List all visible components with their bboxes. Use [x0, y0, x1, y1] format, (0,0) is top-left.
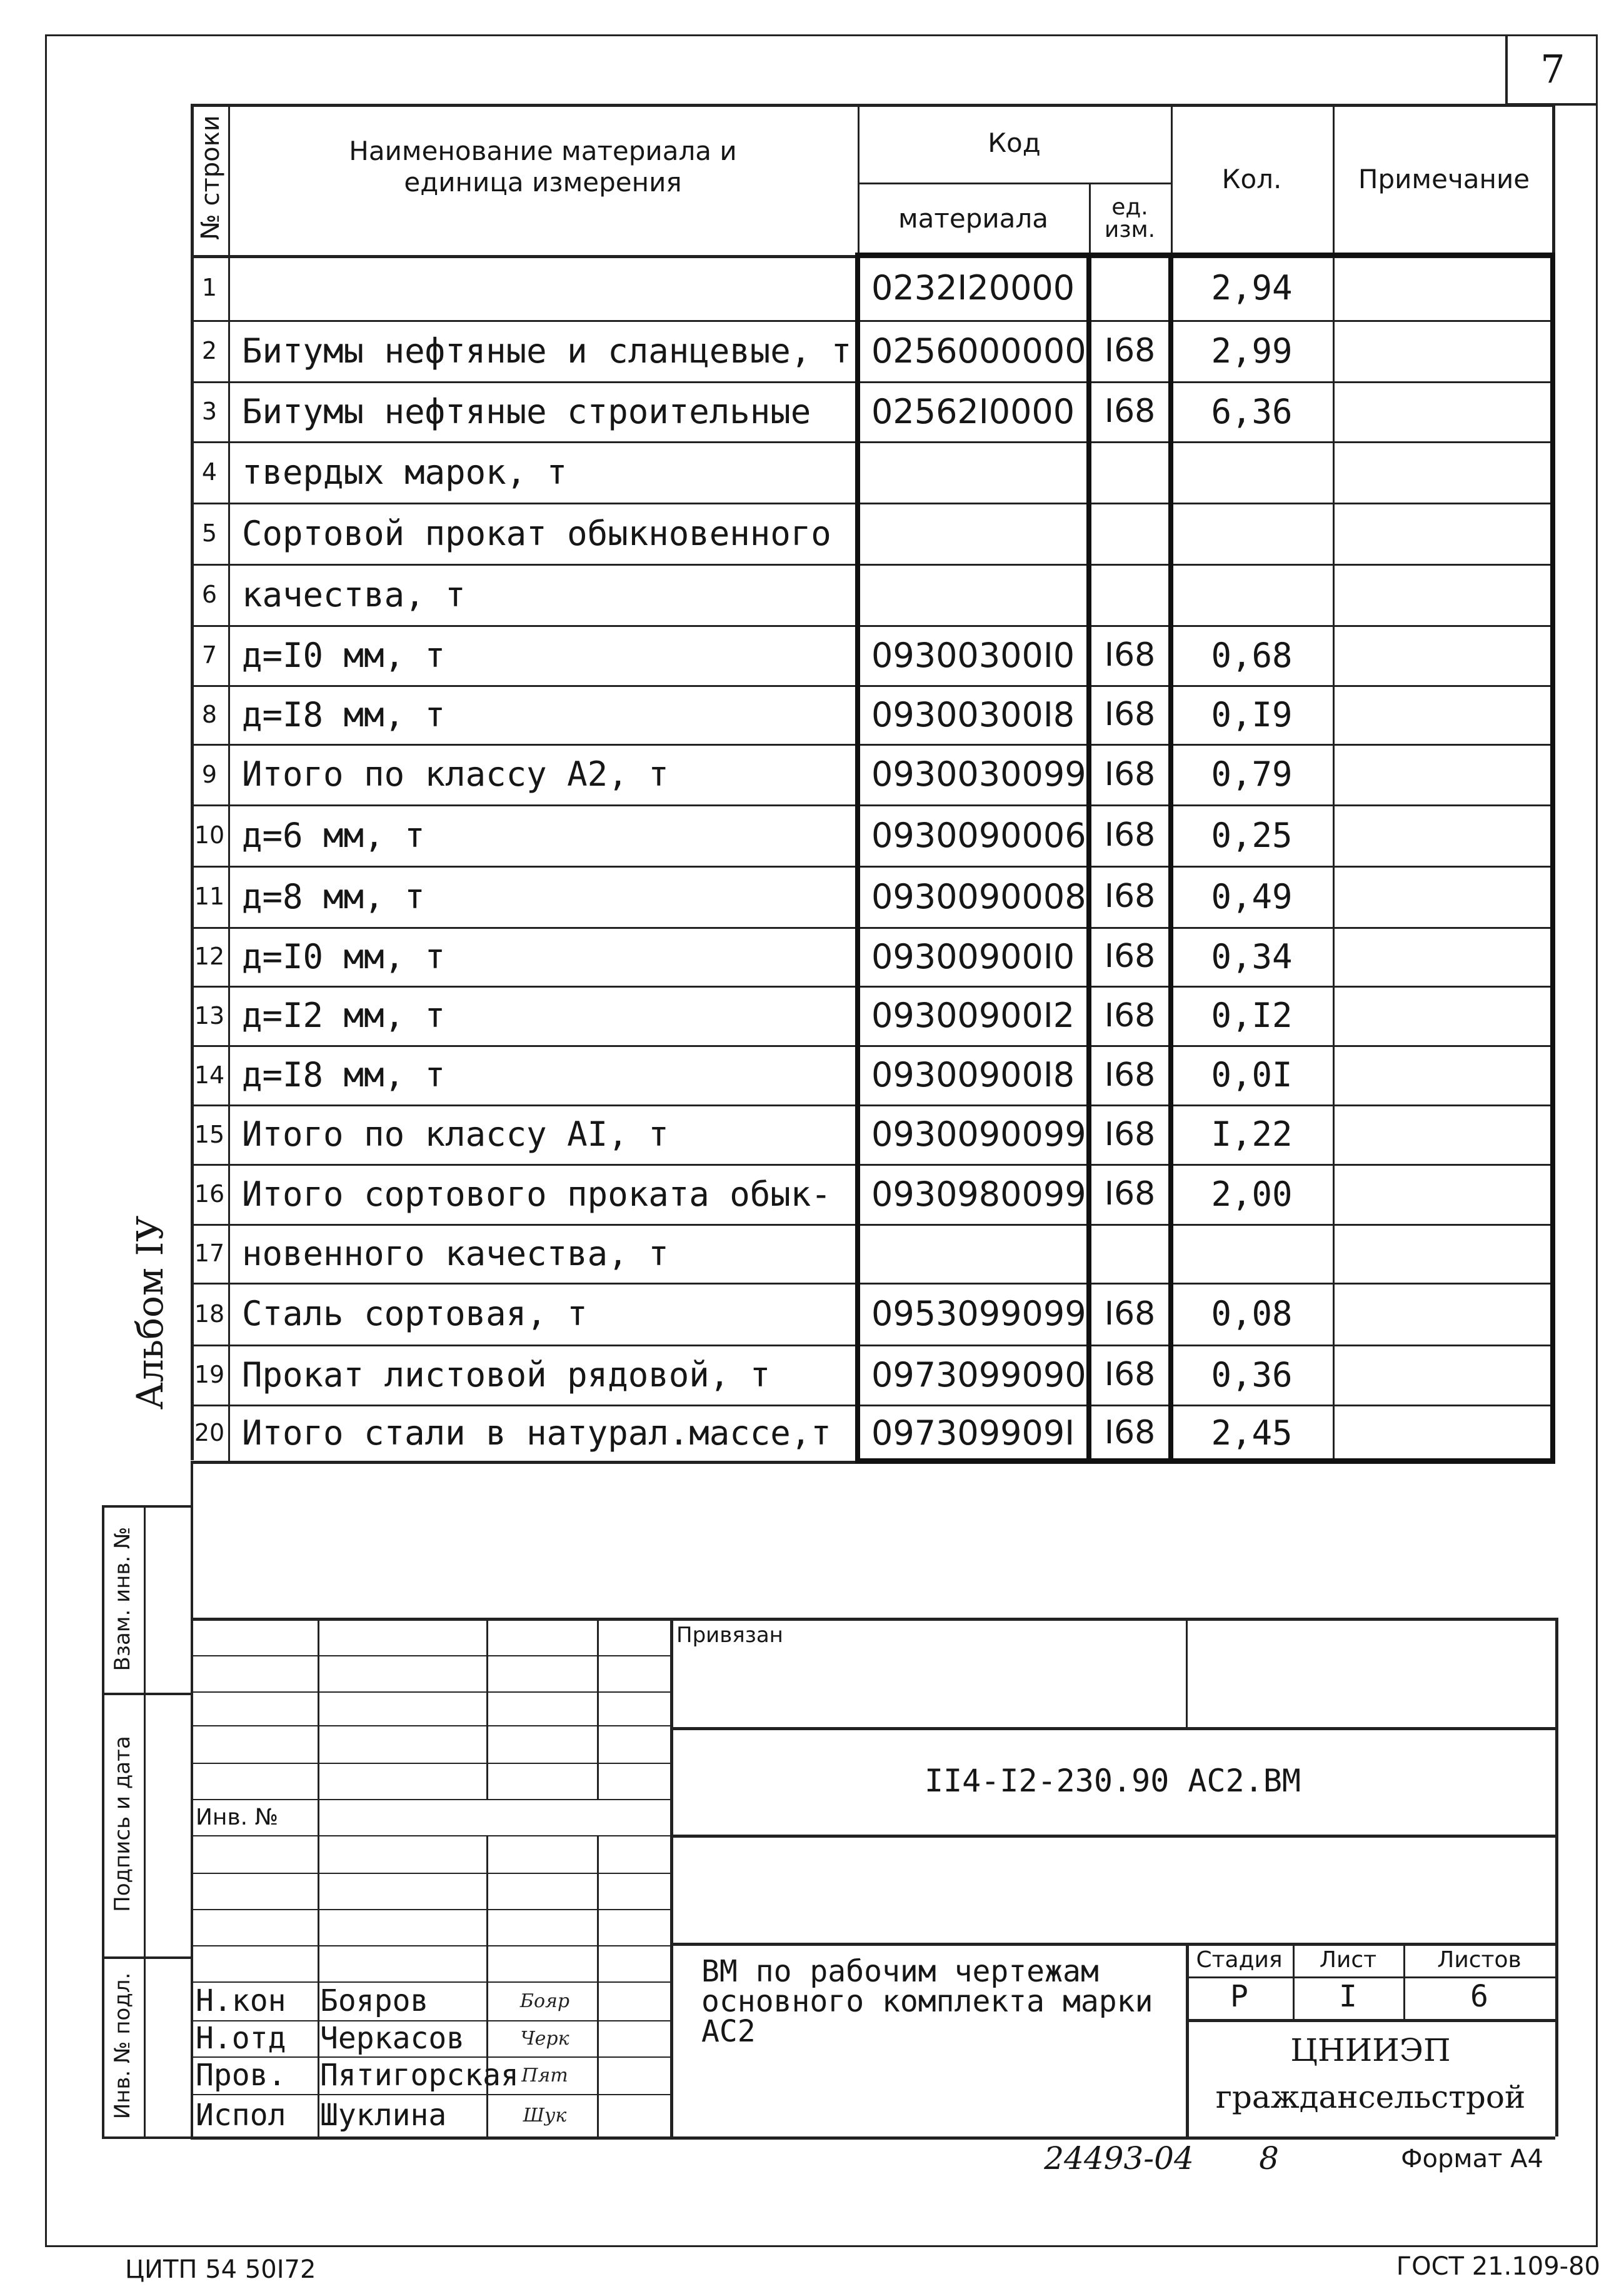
footer-gost: ГОСТ 21.109-80	[1396, 2252, 1600, 2281]
quantity: 2,45	[1211, 1413, 1293, 1453]
material-name: Сортовой прокат обыкновенного	[242, 513, 831, 553]
quantity: 2,00	[1211, 1174, 1293, 1214]
material-name: новенного качества, т	[242, 1233, 669, 1273]
material-code: 0930090008	[871, 876, 1086, 916]
unit-code: I68	[1104, 996, 1156, 1034]
data-outline	[855, 253, 1555, 1463]
material-code: 0930090099	[871, 1114, 1086, 1154]
row-number: 20	[194, 1419, 225, 1446]
material-name: твердых марок, т	[242, 452, 568, 492]
grid-line	[1555, 1618, 1558, 2136]
quantity: 0,79	[1211, 754, 1293, 794]
row-number: 9	[201, 760, 218, 788]
grid-line	[670, 1618, 673, 2136]
unit-code: I68	[1104, 1414, 1156, 1451]
signer-name: Пятигорская	[320, 2058, 519, 2093]
quantity: 0,36	[1211, 1355, 1293, 1395]
signature: Шук	[523, 2104, 567, 2126]
grid-line	[102, 1693, 191, 1695]
row-number: 10	[194, 821, 225, 849]
row-number: 5	[201, 519, 218, 547]
material-name: Итого по классу АI, т	[242, 1114, 669, 1154]
material-code: 09300900I2	[871, 996, 1075, 1035]
row-number: 1	[201, 274, 218, 301]
unit-code: I68	[1104, 1175, 1156, 1213]
sheet-value: I	[1339, 1979, 1357, 2014]
material-code: 09300300I0	[871, 635, 1075, 675]
unit-code: I68	[1104, 1056, 1156, 1094]
signer-name: Бояров	[320, 1983, 429, 2018]
data-outline-inner	[1086, 253, 1173, 1463]
material-name: д=I8 мм, т	[242, 694, 446, 734]
header-code-unit: ед. изм.	[1104, 194, 1156, 243]
unit-code: I68	[1104, 1115, 1156, 1153]
material-name: Битумы нефтяные и сланцевые, т	[242, 331, 852, 371]
material-name	[228, 255, 858, 320]
footer-left-code: ЦИТП 54 50I72	[125, 2255, 316, 2284]
grid-line	[670, 1835, 1555, 1838]
row-number: 3	[201, 398, 218, 425]
quantity: 0,49	[1211, 876, 1293, 916]
inv-no-label: Инв. №	[196, 1804, 279, 1830]
document-description: ВМ по рабочим чертежам основного комплекта марки АС2	[701, 1954, 1153, 2049]
material-code: 0973099090	[871, 1355, 1086, 1395]
page-number: 7	[1505, 34, 1598, 106]
privyazan-label: Привязан	[676, 1623, 783, 1648]
material-code: 0930030099	[871, 754, 1086, 794]
quantity: 0,25	[1211, 815, 1293, 855]
header-row-no: № строки	[196, 115, 225, 240]
header-name: Наименование материала и единица измерения	[349, 135, 737, 198]
unit-code: I68	[1104, 878, 1156, 915]
material-name: Итого стали в натурал.массе,т	[242, 1413, 831, 1453]
row-number: 19	[194, 1361, 225, 1388]
header-note: Примечание	[1358, 163, 1530, 194]
quantity: 2,99	[1211, 331, 1293, 371]
quantity: I,22	[1211, 1114, 1293, 1154]
grid-line	[318, 1618, 319, 2136]
material-name: Прокат листовой рядовой, т	[242, 1355, 771, 1395]
header-code-material: материала	[898, 203, 1048, 234]
material-code: 097309909I	[871, 1413, 1075, 1453]
material-code: 02562I0000	[871, 391, 1075, 431]
org-line1: ЦНИИЭП	[1290, 2032, 1451, 2068]
stage-label: Стадия	[1196, 1946, 1283, 1973]
material-code: 0232I20000	[871, 268, 1075, 308]
stamp-inv-podl: Инв. № подл.	[110, 1972, 135, 2120]
unit-code: I68	[1104, 332, 1156, 369]
grid-line	[597, 1618, 599, 1799]
signer-name: Шуклина	[320, 2098, 447, 2133]
quantity: 2,94	[1211, 268, 1293, 308]
quantity: 0,68	[1211, 635, 1293, 675]
row-number: 2	[201, 337, 218, 364]
quantity: 0,I2	[1211, 996, 1293, 1035]
quantity: 0,0I	[1211, 1055, 1293, 1094]
signer-role: Н.кон	[196, 1983, 286, 2018]
material-name: Итого по классу А2, т	[242, 754, 669, 794]
grid-line	[191, 2136, 670, 2138]
material-name: д=I0 мм, т	[242, 635, 446, 675]
unit-code: I68	[1104, 393, 1156, 430]
org-line2: граждансельстрой	[1215, 2079, 1526, 2115]
material-code: 09300300I8	[871, 694, 1075, 734]
quantity: 0,34	[1211, 936, 1293, 976]
row-number: 7	[201, 641, 218, 669]
sheet-label: Лист	[1319, 1946, 1377, 1973]
material-code: 09300900I0	[871, 936, 1075, 976]
handwritten-number-2: 8	[1259, 2140, 1279, 2176]
quantity: 0,08	[1211, 1294, 1293, 1333]
material-name: Итого сортового проката обык-	[242, 1174, 831, 1214]
material-code: 0256000000	[871, 331, 1086, 371]
row-number: 8	[201, 701, 218, 728]
unit-code: I68	[1104, 938, 1156, 975]
row-number: 14	[194, 1061, 225, 1089]
signer-name: Черкасов	[320, 2021, 465, 2056]
handwritten-number: 24493-04	[1044, 2140, 1194, 2176]
row-number: 17	[194, 1240, 225, 1267]
material-name: Битумы нефтяные строительные	[242, 391, 811, 431]
material-name: д=I0 мм, т	[242, 936, 446, 976]
unit-code: I68	[1104, 816, 1156, 854]
sheets-value: 6	[1470, 1979, 1488, 2014]
material-name: д=I8 мм, т	[242, 1055, 446, 1094]
material-code: 09300900I8	[871, 1055, 1075, 1094]
row-number: 15	[194, 1120, 225, 1148]
material-name: д=I2 мм, т	[242, 996, 446, 1035]
signature: Пят	[521, 2064, 568, 2086]
material-code: 0930980099	[871, 1174, 1086, 1214]
grid-line	[1186, 1618, 1188, 1727]
grid-line	[1186, 2019, 1555, 2022]
stage-value: Р	[1230, 1979, 1248, 2014]
document-designation: II4-I2-230.90 АС2.ВМ	[924, 1763, 1301, 1799]
format-label: Формат А4	[1401, 2145, 1543, 2173]
header-code: Код	[988, 127, 1041, 158]
material-code: 0930090006	[871, 815, 1086, 855]
row-number: 12	[194, 943, 225, 970]
unit-code: I68	[1104, 1356, 1156, 1393]
row-number: 18	[194, 1300, 225, 1328]
material-code: 0953099099	[871, 1294, 1086, 1333]
album-label: Альбом IУ	[129, 1215, 171, 1410]
signature: Черк	[520, 2027, 569, 2050]
header-qty: Кол.	[1221, 163, 1282, 194]
signer-role: Испол	[196, 2098, 286, 2133]
material-name: д=6 мм, т	[242, 815, 425, 855]
unit-code: I68	[1104, 1295, 1156, 1333]
material-name: качества, т	[242, 574, 466, 614]
grid-line	[144, 1505, 146, 2136]
stamp-vzam: Взам. инв. №	[110, 1526, 135, 1671]
material-name: д=8 мм, т	[242, 876, 425, 916]
row-number: 4	[201, 458, 218, 486]
sheets-label: Листов	[1437, 1946, 1521, 1973]
row-number: 16	[194, 1180, 225, 1208]
grid-line	[486, 1618, 488, 1799]
signature: Бояр	[519, 1990, 570, 2012]
material-name: Сталь сортовая, т	[242, 1294, 588, 1333]
signer-role: Н.отд	[196, 2021, 286, 2056]
unit-code: I68	[1104, 755, 1156, 793]
quantity: 0,I9	[1211, 694, 1293, 734]
unit-code: I68	[1104, 696, 1156, 733]
quantity: 6,36	[1211, 391, 1293, 431]
row-number: 13	[194, 1001, 225, 1029]
row-number: 6	[201, 581, 218, 608]
stamp-podpis: Подпись и дата	[110, 1736, 135, 1912]
row-number: 11	[194, 883, 225, 910]
unit-code: I68	[1104, 636, 1156, 674]
signer-role: Пров.	[196, 2058, 286, 2093]
